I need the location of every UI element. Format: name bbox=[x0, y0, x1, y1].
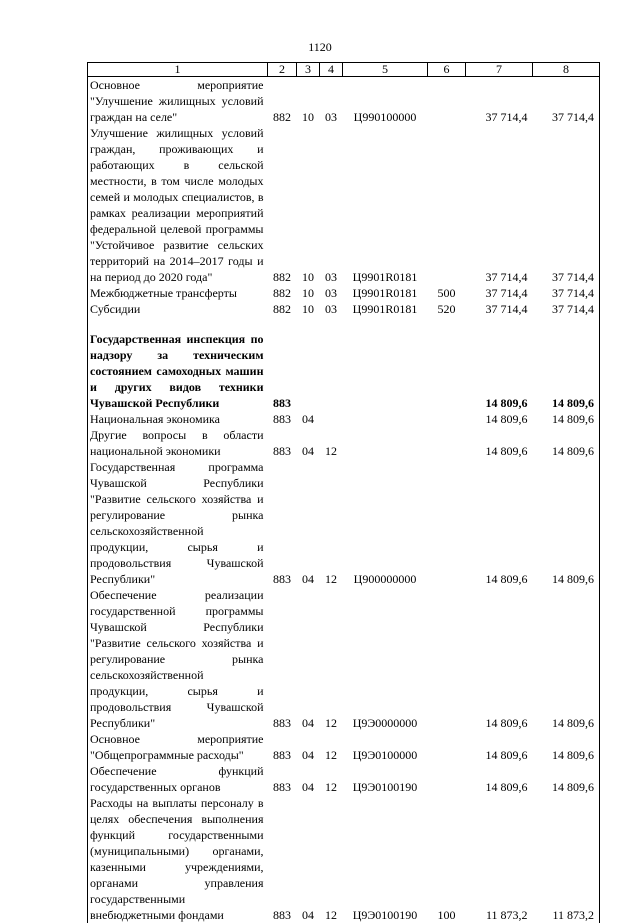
row-subsection: 03 bbox=[320, 77, 343, 126]
row-section: 10 bbox=[297, 285, 320, 301]
table-row bbox=[88, 795, 600, 923]
row-expense-type bbox=[428, 125, 466, 285]
header-row bbox=[88, 63, 600, 77]
table-row bbox=[88, 731, 600, 763]
row-expense-type bbox=[428, 331, 466, 411]
row-target-item bbox=[343, 331, 428, 411]
row-expense-type bbox=[428, 763, 466, 795]
row-description: Национальная экономика bbox=[88, 411, 268, 427]
row-amount-2: 14 809,6 bbox=[533, 331, 600, 411]
table-row bbox=[88, 77, 600, 126]
row-amount-1: 14 809,6 bbox=[466, 731, 533, 763]
row-subsection: 12 bbox=[320, 731, 343, 763]
row-subsection: 12 bbox=[320, 795, 343, 923]
row-amount-1: 37 714,4 bbox=[466, 77, 533, 126]
row-section: 04 bbox=[297, 411, 320, 427]
row-amount-2: 37 714,4 bbox=[533, 77, 600, 126]
row-subsection: 03 bbox=[320, 301, 343, 317]
row-subsection: 03 bbox=[320, 285, 343, 301]
table-row bbox=[88, 587, 600, 731]
row-description: Обеспечение функций государственных органов bbox=[88, 763, 268, 795]
row-amount-1: 11 873,2 bbox=[466, 795, 533, 923]
table-row bbox=[88, 427, 600, 459]
row-admin-code: 883 bbox=[268, 411, 297, 427]
row-description: Основное мероприятие "Общепрограммные расходы" bbox=[88, 731, 268, 763]
row-target-item: Ц9Э0100190 bbox=[343, 795, 428, 923]
row-section: 04 bbox=[297, 587, 320, 731]
row-amount-2: 11 873,2 bbox=[533, 795, 600, 923]
row-amount-1: 37 714,4 bbox=[466, 125, 533, 285]
row-admin-code: 882 bbox=[268, 301, 297, 317]
row-description: Субсидии bbox=[88, 301, 268, 317]
row-description: Другие вопросы в области национальной экономики bbox=[88, 427, 268, 459]
row-target-item: Ц9Э0100190 bbox=[343, 763, 428, 795]
header-col-2: 2 bbox=[268, 63, 297, 77]
row-subsection bbox=[320, 411, 343, 427]
row-amount-1: 14 809,6 bbox=[466, 331, 533, 411]
row-admin-code: 883 bbox=[268, 763, 297, 795]
row-admin-code: 882 bbox=[268, 77, 297, 126]
row-amount-2: 14 809,6 bbox=[533, 411, 600, 427]
table-row bbox=[88, 125, 600, 285]
row-section: 10 bbox=[297, 77, 320, 126]
row-target-item bbox=[343, 411, 428, 427]
row-expense-type bbox=[428, 411, 466, 427]
header-col-8: 8 bbox=[533, 63, 600, 77]
row-amount-2: 14 809,6 bbox=[533, 731, 600, 763]
header-col-6: 6 bbox=[428, 63, 466, 77]
table-row bbox=[88, 763, 600, 795]
row-admin-code: 883 bbox=[268, 731, 297, 763]
row-expense-type bbox=[428, 427, 466, 459]
row-admin-code: 882 bbox=[268, 285, 297, 301]
row-target-item: Ц9Э0100000 bbox=[343, 731, 428, 763]
row-amount-2: 14 809,6 bbox=[533, 459, 600, 587]
row-amount-2: 14 809,6 bbox=[533, 763, 600, 795]
row-section: 10 bbox=[297, 301, 320, 317]
row-target-item: Ц9Э0000000 bbox=[343, 587, 428, 731]
row-amount-1: 14 809,6 bbox=[466, 459, 533, 587]
row-section: 04 bbox=[297, 459, 320, 587]
row-admin-code: 883 bbox=[268, 427, 297, 459]
row-subsection: 12 bbox=[320, 459, 343, 587]
row-admin-code: 883 bbox=[268, 331, 297, 411]
header-col-1: 1 bbox=[88, 63, 268, 77]
row-description: Государственная инспекция по надзору за техническим состоянием самоходных машин и других видов техники Чувашской Республики bbox=[88, 331, 268, 411]
row-subsection bbox=[320, 331, 343, 411]
row-amount-2: 14 809,6 bbox=[533, 427, 600, 459]
header-col-3: 3 bbox=[297, 63, 320, 77]
row-expense-type: 500 bbox=[428, 285, 466, 301]
table-row bbox=[88, 285, 600, 301]
table-row bbox=[88, 331, 600, 411]
row-admin-code: 882 bbox=[268, 125, 297, 285]
row-description: Улучшение жилищных условий граждан, проживающих и работающих в сельской местности, в том числе молодых семей и молодых специалистов, в рамках реализации мероприятий федеральной целевой программы "Устойчивое развитие сельских территорий на 2014–2017 годы и на период до 2020 года" bbox=[88, 125, 268, 285]
row-target-item: Ц9901R0181 bbox=[343, 285, 428, 301]
row-expense-type: 520 bbox=[428, 301, 466, 317]
row-description: Основное мероприятие "Улучшение жилищных условий граждан на селе" bbox=[88, 77, 268, 126]
row-amount-1: 37 714,4 bbox=[466, 301, 533, 317]
row-subsection: 12 bbox=[320, 587, 343, 731]
table-row bbox=[88, 411, 600, 427]
row-target-item: Ц9901R0181 bbox=[343, 125, 428, 285]
row-amount-2: 14 809,6 bbox=[533, 587, 600, 731]
row-amount-1: 37 714,4 bbox=[466, 285, 533, 301]
row-admin-code: 883 bbox=[268, 459, 297, 587]
row-expense-type bbox=[428, 587, 466, 731]
row-expense-type: 100 bbox=[428, 795, 466, 923]
row-amount-1: 14 809,6 bbox=[466, 587, 533, 731]
row-subsection: 12 bbox=[320, 763, 343, 795]
row-section: 10 bbox=[297, 125, 320, 285]
row-description: Государственная программа Чувашской Республики "Развитие сельского хозяйства и регулирование рынка сельскохозяйственной продукции, сырья и продовольствия Чувашской Республики" bbox=[88, 459, 268, 587]
row-section: 04 bbox=[297, 795, 320, 923]
row-expense-type bbox=[428, 459, 466, 587]
table-row bbox=[88, 459, 600, 587]
row-expense-type bbox=[428, 77, 466, 126]
row-description: Обеспечение реализации государственной программы Чувашской Республики "Развитие сельского хозяйства и регулирование рынка сельскохозяйственной продукции, сырья и продовольствия Чувашской Республики" bbox=[88, 587, 268, 731]
row-amount-1: 14 809,6 bbox=[466, 763, 533, 795]
row-target-item: Ц900000000 bbox=[343, 459, 428, 587]
row-section: 04 bbox=[297, 731, 320, 763]
row-amount-1: 14 809,6 bbox=[466, 427, 533, 459]
page-number: 1120 bbox=[0, 40, 640, 54]
spacer-row bbox=[88, 317, 600, 331]
row-admin-code: 883 bbox=[268, 587, 297, 731]
row-amount-2: 37 714,4 bbox=[533, 285, 600, 301]
row-target-item: Ц990100000 bbox=[343, 77, 428, 126]
header-col-7: 7 bbox=[466, 63, 533, 77]
budget-table bbox=[87, 62, 600, 923]
row-amount-2: 37 714,4 bbox=[533, 301, 600, 317]
row-subsection: 12 bbox=[320, 427, 343, 459]
row-section: 04 bbox=[297, 427, 320, 459]
row-section bbox=[297, 331, 320, 411]
row-target-item bbox=[343, 427, 428, 459]
row-amount-2: 37 714,4 bbox=[533, 125, 600, 285]
header-col-5: 5 bbox=[343, 63, 428, 77]
table-body bbox=[88, 77, 600, 923]
row-expense-type bbox=[428, 731, 466, 763]
row-description: Межбюджетные трансферты bbox=[88, 285, 268, 301]
row-amount-1: 14 809,6 bbox=[466, 411, 533, 427]
row-section: 04 bbox=[297, 763, 320, 795]
table-row bbox=[88, 301, 600, 317]
header-col-4: 4 bbox=[320, 63, 343, 77]
row-subsection: 03 bbox=[320, 125, 343, 285]
row-admin-code: 883 bbox=[268, 795, 297, 923]
row-description: Расходы на выплаты персоналу в целях обеспечения выполнения функций государственными (муниципальными) органами, казенными учреждениями, органами управления государственными внебюджетными фондами bbox=[88, 795, 268, 923]
row-target-item: Ц9901R0181 bbox=[343, 301, 428, 317]
